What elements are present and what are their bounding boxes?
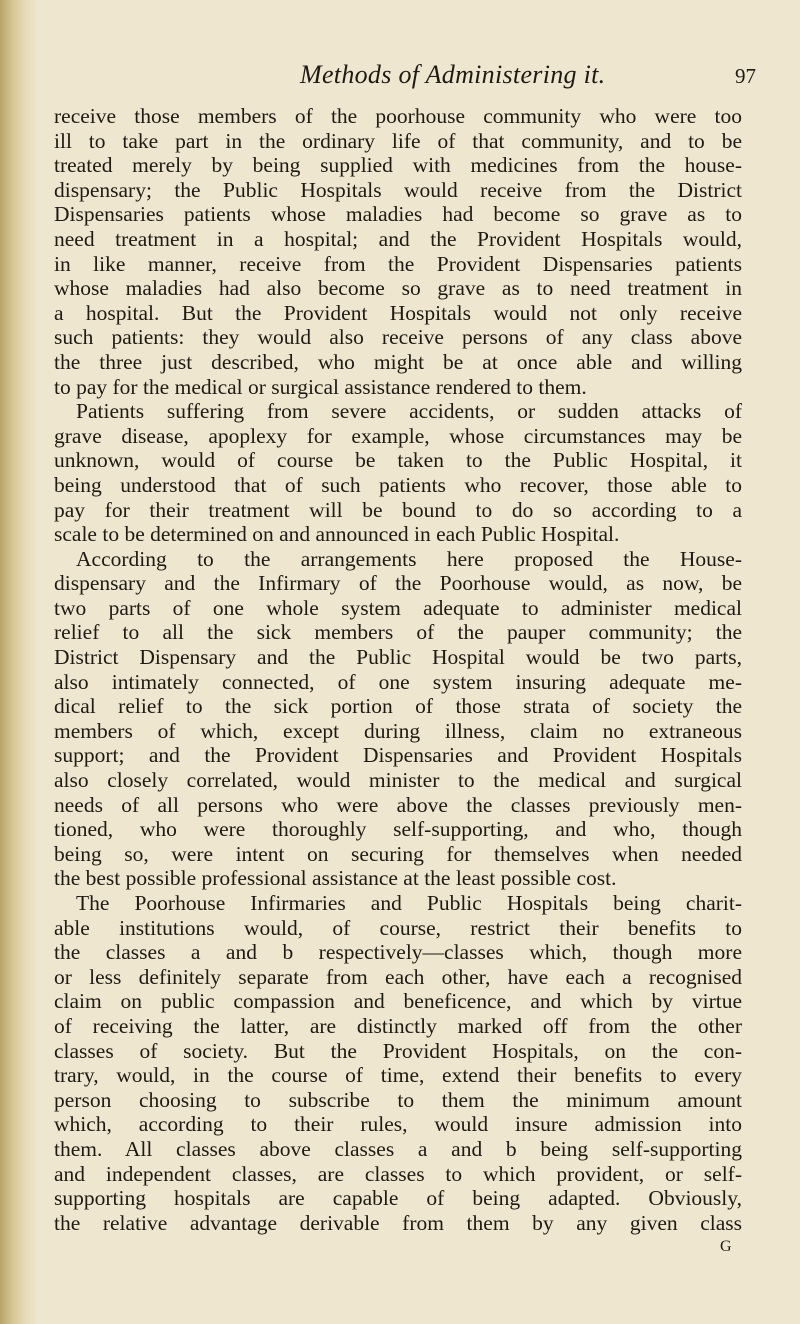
text-line: need treatment in a hospital; and the Provident Hospitals would,	[54, 226, 742, 251]
page-number: 97	[735, 64, 756, 88]
text-line: also intimately connected, of one system insuring adequate me-	[54, 669, 742, 694]
text-line: the classes a and b respectively—classes which, though more	[54, 940, 742, 965]
text-line: treated merely by being supplied with medicines from the house-	[54, 153, 742, 178]
text-line: of receiving the latter, are distinctly marked off from the other	[54, 1013, 742, 1038]
text-line: whose maladies had also become so grave as to need treatment in	[54, 276, 742, 301]
text-line: dical relief to the sick portion of those strata of society the	[54, 694, 742, 719]
text-line: Dispensaries patients whose maladies had become so grave as to	[54, 202, 742, 227]
text-line: such patients: they would also receive persons of any class above	[54, 325, 742, 350]
text-line: being so, were intent on securing for themselves when needed	[54, 841, 742, 866]
text-line: a hospital. But the Provident Hospitals would not only receive	[54, 300, 742, 325]
text-line: the three just described, who might be at once able and willing	[54, 349, 742, 374]
paragraph-start-line: The Poorhouse Infirmaries and Public Hospitals being charit-	[76, 891, 742, 915]
text-line: trary, would, in the course of time, extend their benefits to every	[54, 1063, 742, 1088]
text-line: the relative advantage derivable from them by any given class	[54, 1210, 742, 1235]
text-line: or less definitely separate from each other, have each a recognised	[54, 964, 742, 989]
text-line: grave disease, apoplexy for example, whose circumstances may be	[54, 423, 742, 448]
text-line: to pay for the medical or surgical assistance rendered to them.	[54, 374, 587, 399]
paragraph-start-line: According to the arrangements here proposed the House-	[76, 546, 742, 571]
text-line: ill to take part in the ordinary life of that community, and to be	[54, 128, 742, 153]
text-line: dispensary; the Public Hospitals would receive from the District	[54, 177, 742, 202]
text-line: members of which, except during illness, claim no extraneous	[54, 718, 742, 743]
running-header	[0, 60, 800, 100]
text-line: able institutions would, of course, restrict their benefits to	[54, 915, 742, 940]
text-line: support; and the Provident Dispensaries and Provident Hospitals	[54, 743, 742, 768]
body-text	[54, 104, 742, 1259]
text-line: pay for their treatment will be bound to do so according to a	[54, 497, 742, 522]
text-line: and independent classes, are classes to which provident, or self-	[54, 1161, 742, 1186]
signature-mark: G	[719, 1238, 732, 1256]
text-line: scale to be determined on and announced in each Public Hospital.	[54, 522, 620, 547]
text-line: District Dispensary and the Public Hospital would be two parts,	[54, 645, 742, 670]
paragraph-start-line: Patients suffering from severe accidents, or sudden attacks of	[76, 399, 742, 424]
text-line: dispensary and the Infirmary of the Poorhouse would, as now, be	[54, 571, 742, 596]
text-line: receive those members of the poorhouse community who were too	[54, 104, 742, 128]
text-line: the best possible professional assistance at the least possible cost.	[54, 866, 617, 891]
text-line: two parts of one whole system adequate to administer medical	[54, 595, 742, 620]
text-line: classes of society. But the Provident Hospitals, on the con-	[54, 1038, 742, 1063]
running-title: Methods of Administering it.	[300, 60, 606, 89]
text-line: unknown, would of course be taken to the Public Hospital, it	[54, 448, 742, 473]
text-line: also closely correlated, would minister to the medical and surgical	[54, 768, 742, 793]
text-line: tioned, who were thoroughly self-supporting, and who, though	[54, 817, 742, 842]
text-line: needs of all persons who were above the classes previously men-	[54, 792, 742, 817]
text-line: person choosing to subscribe to them the minimum amount	[54, 1087, 742, 1112]
text-line: which, according to their rules, would insure admission into	[54, 1112, 742, 1137]
text-line: claim on public compassion and beneficence, and which by virtue	[54, 989, 742, 1014]
text-line: in like manner, receive from the Provident Dispensaries patients	[54, 251, 742, 276]
text-line: being understood that of such patients who recover, those able to	[54, 472, 742, 497]
text-line: supporting hospitals are capable of being adapted. Obviously,	[54, 1186, 742, 1211]
text-line: relief to all the sick members of the pauper community; the	[54, 620, 742, 645]
text-line: them. All classes above classes a and b being self-supporting	[54, 1136, 742, 1161]
